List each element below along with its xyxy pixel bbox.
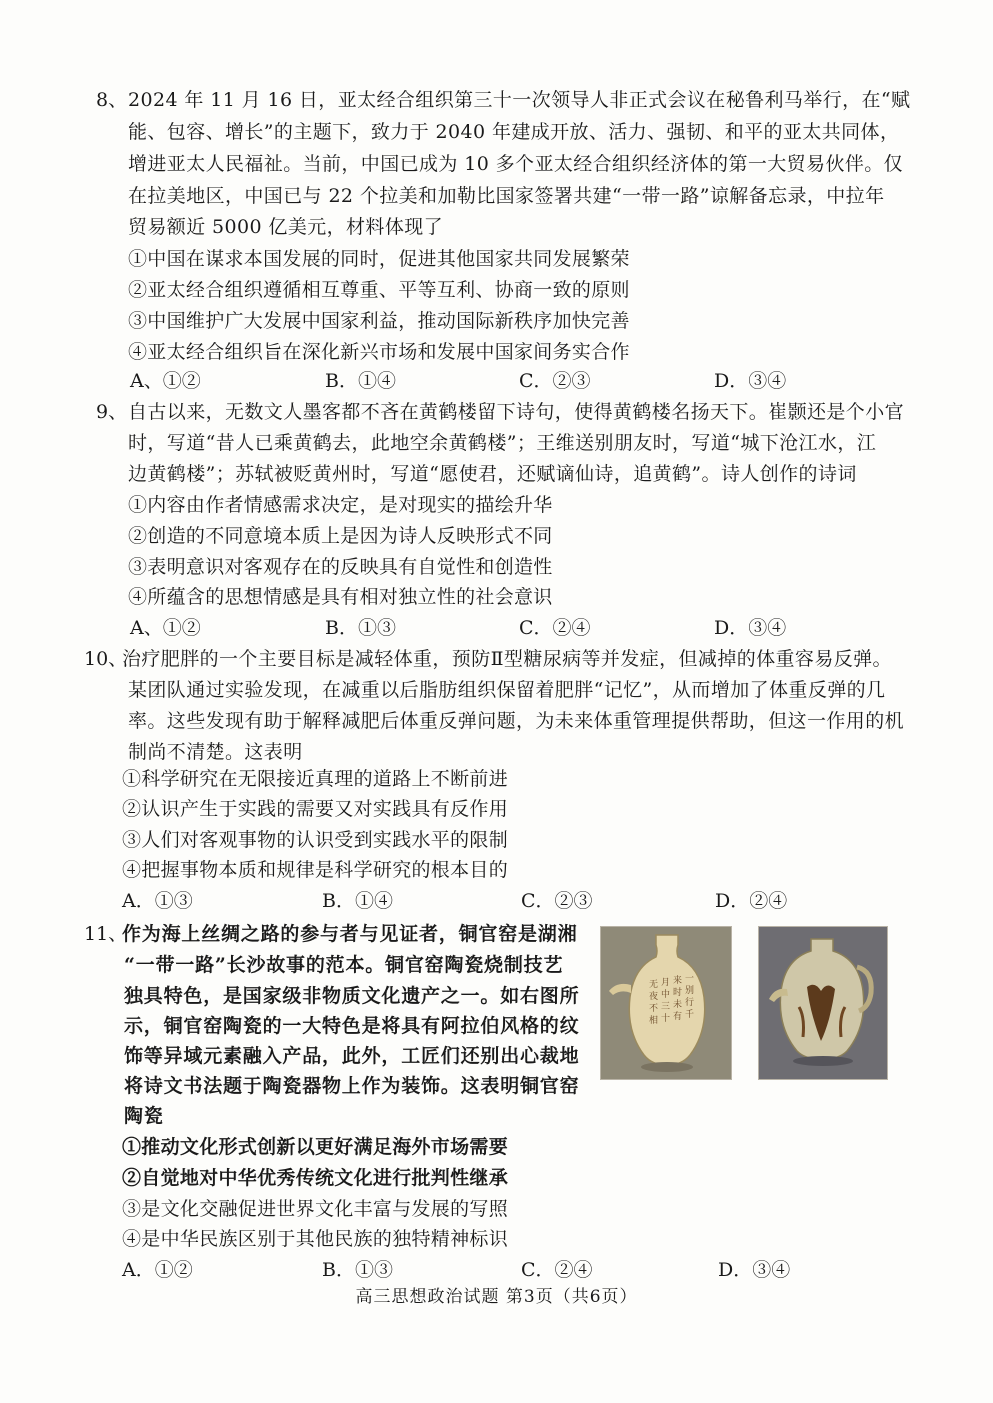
answer-choice-b[interactable]: B．①③ — [325, 617, 396, 639]
answer-choice-b[interactable]: B．①④ — [325, 370, 396, 392]
inscribed-ewer-photo — [600, 926, 732, 1080]
answer-choice-c[interactable]: C．②③ — [521, 890, 593, 912]
inscription-glyph: 来 — [673, 976, 683, 986]
statement-option: ④把握事物本质和规律是科学研究的根本目的 — [122, 859, 509, 881]
question-stem-line: 时，写道“昔人已乘黄鹤去，此地空余黄鹤楼”；王维送别朋友时，写道“城下沧江水，江 — [128, 432, 877, 454]
inscription-glyph: 不 — [649, 1004, 659, 1014]
question-stem-line: 独具特色，是国家级非物质文化遗产之一。如右图所 — [124, 985, 580, 1007]
inscription-glyph: 千 — [685, 1010, 695, 1020]
question-stem-line: 示，铜官窑陶瓷的一大特色是将具有阿拉伯风格的纹 — [124, 1015, 580, 1037]
question-number: 8、 — [96, 89, 128, 111]
question-stem-line: 增进亚太人民福祉。当前，中国已成为 10 多个亚太经合组织经济体的第一大贸易伙伴。仅 — [128, 153, 904, 175]
question-number: 9、 — [96, 401, 128, 423]
question-number: 11、 — [84, 923, 128, 945]
question-stem-line: 治疗肥胖的一个主要目标是减轻体重，预防Ⅱ型糖尿病等并发症，但减掉的体重容易反弹。 — [122, 648, 892, 670]
question-stem-line: “一带一路”长沙故事的范本。铜官窑陶瓷烧制技艺 — [124, 954, 564, 976]
statement-option: ③中国维护广大发展中国家利益，推动国际新秩序加快完善 — [128, 310, 630, 332]
answer-choice-d[interactable]: D．③④ — [714, 370, 787, 392]
inscription-glyph: 行 — [685, 998, 695, 1008]
question-stem-line: 率。这些发现有助于解释减肥后体重反弹问题，为未来体重管理提供帮助，但这一作用的机 — [128, 710, 905, 732]
ewer-illustration — [601, 927, 731, 1079]
page-footer: 高三思想政治试题 第3页（共6页） — [355, 1287, 638, 1307]
question-stem-line: 2024 年 11 月 16 日，亚太经合组织第三十一次领导人非正式会议在秘鲁利马举行，在“赋 — [128, 89, 911, 111]
inscription-glyph: 未 — [673, 1000, 683, 1010]
statement-option: ④亚太经合组织旨在深化新兴市场和发展中国家间务实合作 — [128, 341, 630, 363]
inscription-glyph: 一 — [685, 974, 695, 984]
question-stem-line: 作为海上丝绸之路的参与者与见证者，铜官窑是湖湘 — [122, 923, 578, 945]
answer-choice-a[interactable]: A．①② — [122, 1259, 193, 1281]
statement-option: ①推动文化形式创新以更好满足海外市场需要 — [122, 1136, 509, 1158]
statement-option: ④所蕴含的思想情感是具有相对独立性的社会意识 — [128, 586, 553, 608]
answer-choice-b[interactable]: B．①④ — [322, 890, 393, 912]
question-stem-line: 在拉美地区，中国已与 22 个拉美和加勒比国家签署共建“一带一路”谅解备忘录，中拉年 — [128, 185, 885, 207]
statement-option: ②自觉地对中华优秀传统文化进行批判性继承 — [122, 1167, 509, 1189]
ewer-illustration — [759, 927, 887, 1079]
question-stem-line: 将诗文书法题于陶瓷器物上作为装饰。这表明铜官窑 — [124, 1075, 580, 1097]
answer-choice-a[interactable]: A、①② — [130, 370, 201, 392]
question-stem-line: 陶瓷 — [124, 1105, 164, 1127]
statement-option: ③表明意识对客观存在的反映具有自觉性和创造性 — [128, 556, 553, 578]
question-stem-line: 某团队通过实验发现，在减重以后脂肪组织保留着肥胖“记忆”，从而增加了体重反弹的几 — [128, 679, 886, 701]
inscription-glyph: 相 — [649, 1016, 659, 1026]
question-stem-line: 能、包容、增长”的主题下，致力于 2040 年建成开放、活力、强韧、和平的亚太共同体， — [128, 121, 900, 143]
inscription-glyph: 十 — [661, 1014, 671, 1024]
inscription-glyph: 时 — [673, 988, 683, 998]
decorated-ewer-photo — [758, 926, 888, 1080]
inscription-glyph: 别 — [685, 986, 695, 996]
statement-option: ③人们对客观事物的认识受到实践水平的限制 — [122, 829, 509, 851]
question-stem-line: 边黄鹤楼”；苏轼被贬黄州时，写道“愿使君，还赋谪仙诗，追黄鹤”。诗人创作的诗词 — [128, 463, 857, 485]
statement-option: ①内容由作者情感需求决定，是对现实的描绘升华 — [128, 494, 553, 516]
inscription-glyph: 有 — [673, 1012, 683, 1022]
answer-choice-b[interactable]: B．①③ — [322, 1259, 393, 1281]
statement-option: ②认识产生于实践的需要又对实践具有反作用 — [122, 798, 509, 820]
statement-option: ①中国在谋求本国发展的同时，促进其他国家共同发展繁荣 — [128, 248, 630, 270]
statement-option: ③是文化交融促进世界文化丰富与发展的写照 — [122, 1198, 509, 1220]
statement-option: ④是中华民族区别于其他民族的独特精神标识 — [122, 1228, 509, 1250]
statement-option: ①科学研究在无限接近真理的道路上不断前进 — [122, 768, 509, 790]
answer-choice-d[interactable]: D．③④ — [714, 617, 787, 639]
statement-option: ②亚太经合组织遵循相互尊重、平等互利、协商一致的原则 — [128, 279, 630, 301]
question-stem-line: 贸易额近 5000 亿美元，材料体现了 — [128, 216, 444, 238]
question-stem-line: 饰等异域元素融入产品，此外，工匠们还别出心裁地 — [124, 1045, 580, 1067]
inscription-glyph: 无 — [649, 980, 659, 990]
question-number: 10、 — [84, 648, 128, 670]
inscription-glyph: 中 — [661, 990, 671, 1000]
answer-choice-c[interactable]: C．②④ — [519, 617, 591, 639]
answer-choice-c[interactable]: C．②③ — [519, 370, 591, 392]
inscription-glyph: 三 — [661, 1002, 671, 1012]
inscription-glyph: 月 — [661, 978, 671, 988]
answer-choice-a[interactable]: A、①② — [130, 617, 201, 639]
question-stem-line: 制尚不清楚。这表明 — [128, 741, 303, 763]
answer-choice-d[interactable]: D．③④ — [718, 1259, 791, 1281]
answer-choice-c[interactable]: C．②④ — [521, 1259, 593, 1281]
statement-option: ②创造的不同意境本质上是因为诗人反映形式不同 — [128, 525, 553, 547]
answer-choice-a[interactable]: A．①③ — [122, 890, 193, 912]
answer-choice-d[interactable]: D．②④ — [715, 890, 788, 912]
question-stem-line: 自古以来，无数文人墨客都不吝在黄鹤楼留下诗句，使得黄鹤楼名扬天下。崔颢还是个小官 — [128, 401, 905, 423]
inscription-glyph: 夜 — [649, 992, 659, 1002]
